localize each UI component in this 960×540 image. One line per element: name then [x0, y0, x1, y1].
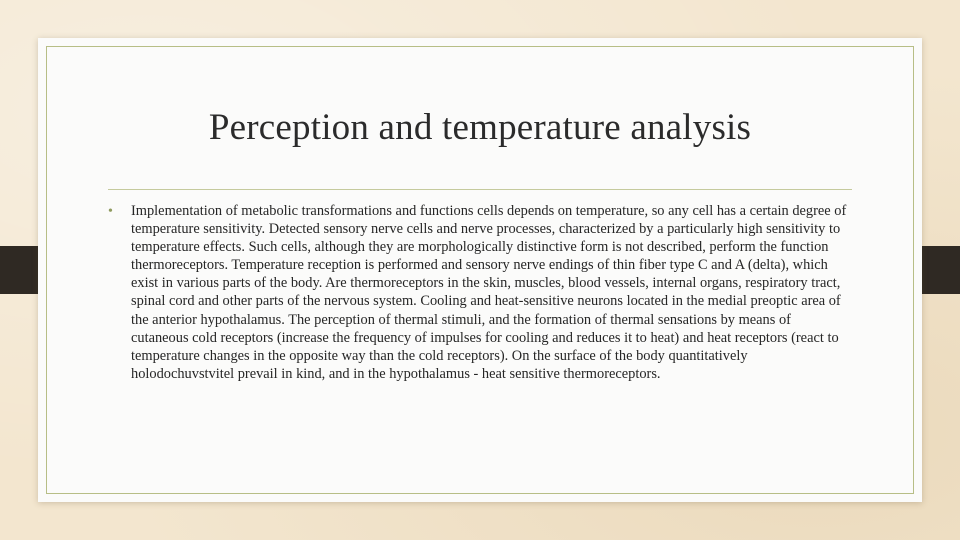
- slide-title: Perception and temperature analysis: [208, 107, 752, 148]
- bullet-list-item: [108, 202, 852, 383]
- title-divider: [108, 189, 852, 190]
- bullet-paragraph: Implementation of metabolic transformations and functions cells depends on temperature, so any cell has a certain degree of temperature sensitivity. Detected sensory nerve cells and nerve processes, characterized by a particularly high sensitivity to temperature effects. Such cells, although they are morphologically distinctive form is not described, perform the function thermoreceptors. Temperature reception is performed and sensory nerve endings of thin fiber type C and A (delta), which exist in various parts of the body. Are thermoreceptors in the skin, muscles, blood vessels, internal organs, respiratory tract, spinal cord and other parts of the nervous system. Cooling and heat-sensitive neurons located in the medial preoptic area of the anterior hypothalamus. The perception of thermal stimuli, and the formation of thermal sensations by means of cutaneous cold receptors (increase the frequency of impulses for cooling and reduces it to heat) and heat receptors (react to temperature changes in the opposite way than the cold receptors). On the surface of the body quantitatively holodochuvstvitel prevail in kind, and in the hypothalamus - heat sensitive thermoreceptors.: [131, 203, 847, 382]
- slide-card: [38, 38, 922, 502]
- bullet-marker: •: [108, 204, 113, 219]
